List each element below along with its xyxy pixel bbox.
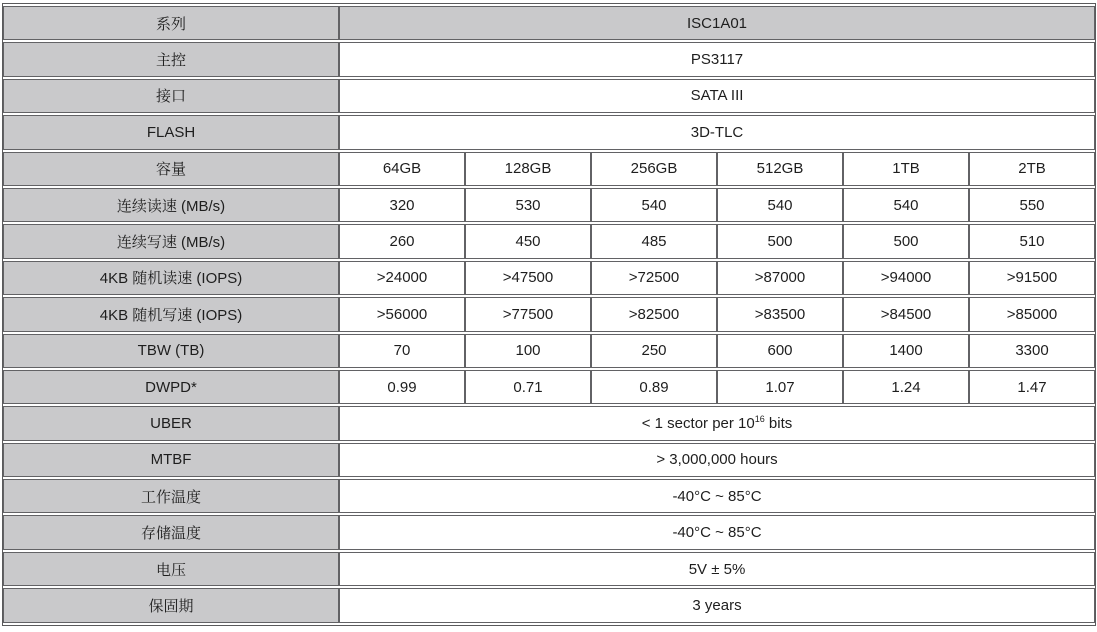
spec-label-tbw: TBW (TB) [3, 334, 339, 368]
spec-row-uber [3, 406, 1095, 440]
seq-read-value: 540 [591, 188, 717, 222]
capacity-column-64gb: 64GB [339, 152, 465, 186]
spec-label-interface: 接口 [3, 79, 339, 113]
seq-write-value: 510 [969, 224, 1095, 258]
spec-value-warranty: 3 years [339, 588, 1095, 622]
spec-label-storage-temp: 存储温度 [3, 515, 339, 549]
spec-label-uber: UBER [3, 406, 339, 440]
rand-read-value: >72500 [591, 261, 717, 295]
spec-row-warranty [3, 588, 1095, 622]
spec-label-flash: FLASH [3, 115, 339, 149]
seq-write-value: 485 [591, 224, 717, 258]
seq-read-value: 320 [339, 188, 465, 222]
spec-label-controller: 主控 [3, 42, 339, 76]
uber-value-prefix: < 1 sector per 10 [641, 414, 755, 432]
spec-label-capacity: 容量 [3, 152, 339, 186]
tbw-value: 3300 [969, 334, 1095, 368]
spec-row-rand-read [3, 261, 1095, 295]
seq-write-value: 260 [339, 224, 465, 258]
spec-row-mtbf [3, 443, 1095, 477]
capacity-column-128gb: 128GB [465, 152, 591, 186]
spec-label-dwpd: DWPD* [3, 370, 339, 404]
tbw-value: 1400 [843, 334, 969, 368]
spec-value-uber [339, 406, 1095, 440]
dwpd-value: 0.99 [339, 370, 465, 404]
spec-row-flash [3, 115, 1095, 149]
spec-value-controller: PS3117 [339, 42, 1095, 76]
spec-label-voltage: 电压 [3, 552, 339, 586]
spec-row-interface [3, 79, 1095, 113]
spec-value-interface: SATA III [339, 79, 1095, 113]
seq-read-value: 550 [969, 188, 1095, 222]
spec-row-storage-temp [3, 515, 1095, 549]
rand-read-value: >47500 [465, 261, 591, 295]
seq-read-value: 530 [465, 188, 591, 222]
spec-label-warranty: 保固期 [3, 588, 339, 622]
rand-write-value: >77500 [465, 297, 591, 331]
rand-write-value: >85000 [969, 297, 1095, 331]
spec-value-mtbf: > 3,000,000 hours [339, 443, 1095, 477]
rand-write-value: >82500 [591, 297, 717, 331]
spec-label-seq-write: 连续写速 (MB/s) [3, 224, 339, 258]
spec-label-rand-read: 4KB 随机读速 (IOPS) [3, 261, 339, 295]
spec-row-voltage [3, 552, 1095, 586]
rand-read-value: >94000 [843, 261, 969, 295]
spec-row-operating-temp [3, 479, 1095, 513]
seq-read-value: 540 [717, 188, 843, 222]
spec-label-operating-temp: 工作温度 [3, 479, 339, 513]
dwpd-value: 1.07 [717, 370, 843, 404]
spec-row-seq-write [3, 224, 1095, 258]
ssd-spec-table [2, 3, 1096, 626]
spec-value-flash: 3D-TLC [339, 115, 1095, 149]
rand-write-value: >56000 [339, 297, 465, 331]
spec-row-seq-read [3, 188, 1095, 222]
tbw-value: 70 [339, 334, 465, 368]
seq-read-value: 540 [843, 188, 969, 222]
capacity-column-2tb: 2TB [969, 152, 1095, 186]
dwpd-value: 0.89 [591, 370, 717, 404]
spec-label-rand-write: 4KB 随机写速 (IOPS) [3, 297, 339, 331]
rand-read-value: >24000 [339, 261, 465, 295]
spec-label-seq-read: 连续读速 (MB/s) [3, 188, 339, 222]
spec-value-storage-temp: -40°C ~ 85°C [339, 515, 1095, 549]
spec-row-rand-write [3, 297, 1095, 331]
tbw-value: 250 [591, 334, 717, 368]
capacity-column-1tb: 1TB [843, 152, 969, 186]
capacity-column-512gb: 512GB [717, 152, 843, 186]
rand-read-value: >87000 [717, 261, 843, 295]
spec-label-series: 系列 [3, 6, 339, 40]
seq-write-value: 500 [717, 224, 843, 258]
uber-value-suffix: bits [764, 414, 793, 432]
spec-row-dwpd [3, 370, 1095, 404]
uber-exponent: 16 [754, 413, 765, 424]
tbw-value: 100 [465, 334, 591, 368]
dwpd-value: 0.71 [465, 370, 591, 404]
spec-label-mtbf: MTBF [3, 443, 339, 477]
spec-value-operating-temp: -40°C ~ 85°C [339, 479, 1095, 513]
spec-row-series [3, 6, 1095, 40]
rand-write-value: >83500 [717, 297, 843, 331]
spec-row-tbw [3, 334, 1095, 368]
seq-write-value: 500 [843, 224, 969, 258]
spec-row-capacity [3, 152, 1095, 186]
spec-value-voltage: 5V ± 5% [339, 552, 1095, 586]
spec-value-series: ISC1A01 [339, 6, 1095, 40]
spec-row-controller [3, 42, 1095, 76]
seq-write-value: 450 [465, 224, 591, 258]
dwpd-value: 1.24 [843, 370, 969, 404]
capacity-column-256gb: 256GB [591, 152, 717, 186]
rand-read-value: >91500 [969, 261, 1095, 295]
dwpd-value: 1.47 [969, 370, 1095, 404]
rand-write-value: >84500 [843, 297, 969, 331]
tbw-value: 600 [717, 334, 843, 368]
